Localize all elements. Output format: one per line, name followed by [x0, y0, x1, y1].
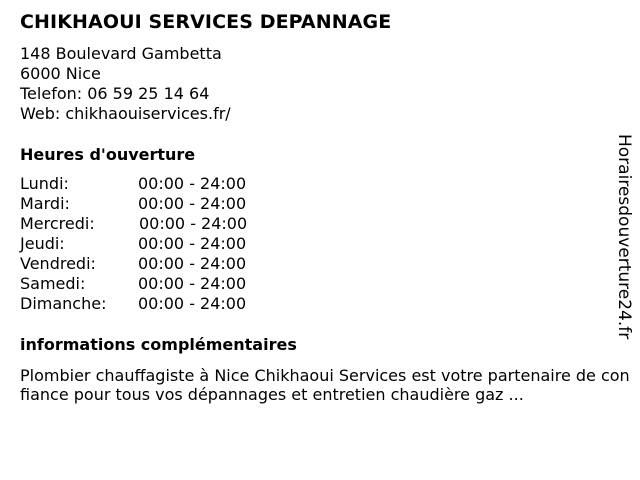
hours-row-saturday	[20, 274, 280, 294]
opening-hours-title: Heures d'ouverture	[20, 145, 196, 164]
business-name: CHIKHAOUI SERVICES DEPANNAGE	[20, 11, 392, 33]
business-description: Plombier chauffagiste à Nice Chikhaoui Services est votre partenaire de confiance pour tous vos dépannages et entretien chaudière gaz ...	[20, 366, 630, 404]
phone-number: Telefon: 06 59 25 14 64	[20, 84, 210, 103]
hours-row-thursday	[20, 234, 280, 254]
day-label: Vendredi:	[20, 254, 96, 273]
website-link[interactable]: Web: chikhaouiservices.fr/	[20, 104, 231, 123]
time-range: 00:00 - 24:00	[138, 174, 247, 193]
time-range: 00:00 - 24:00	[139, 214, 248, 233]
day-label: Lundi:	[20, 174, 69, 193]
time-range: 00:00 - 24:00	[138, 254, 247, 273]
hours-row-tuesday	[20, 194, 280, 214]
hours-row-monday	[20, 174, 280, 194]
address-street: 148 Boulevard Gambetta	[20, 44, 222, 63]
address-city: 6000 Nice	[20, 64, 101, 83]
day-label: Mardi:	[20, 194, 70, 213]
hours-row-sunday	[20, 294, 280, 314]
additional-info-title: informations complémentaires	[20, 335, 297, 354]
time-range: 00:00 - 24:00	[138, 194, 247, 213]
time-range: 00:00 - 24:00	[138, 294, 247, 313]
time-range: 00:00 - 24:00	[138, 274, 247, 293]
day-label: Samedi:	[20, 274, 86, 293]
site-watermark-text: Horairesdouverture24.fr	[614, 134, 634, 340]
hours-row-wednesday	[20, 214, 280, 234]
business-contact	[20, 44, 231, 124]
day-label: Dimanche:	[20, 294, 107, 313]
site-watermark	[612, 134, 640, 346]
day-label: Mercredi:	[20, 214, 95, 233]
opening-hours-list	[20, 174, 280, 314]
day-label: Jeudi:	[20, 234, 65, 253]
time-range: 00:00 - 24:00	[138, 234, 247, 253]
hours-row-friday	[20, 254, 280, 274]
